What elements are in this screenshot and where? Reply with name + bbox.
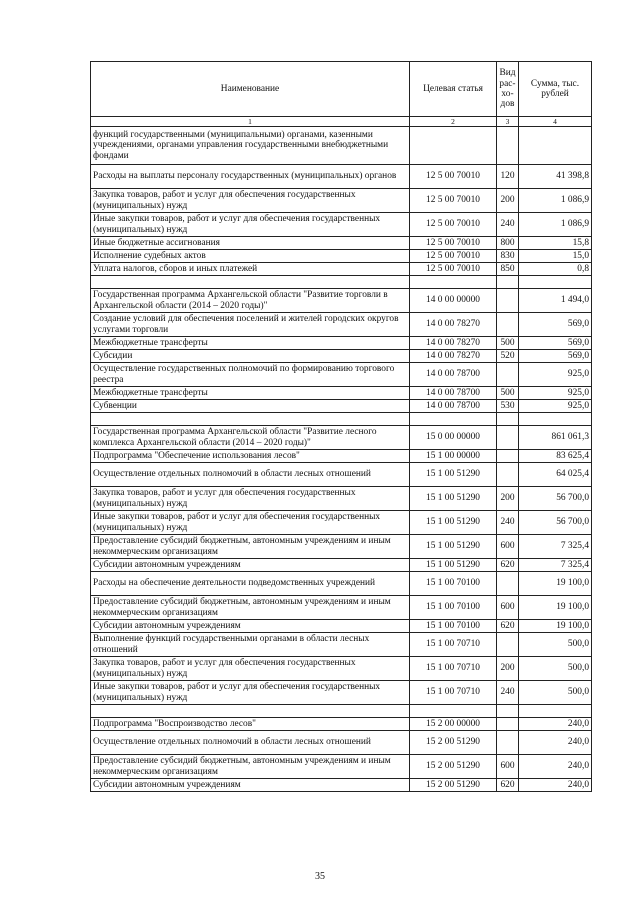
- sum-cell: 7 325,4: [519, 535, 592, 559]
- sum-cell: 41 398,8: [519, 165, 592, 189]
- table-row: [91, 450, 592, 463]
- table-row: [91, 559, 592, 572]
- sum-cell: 925,0: [519, 387, 592, 400]
- target-code-cell: 15 1 00 70100: [410, 572, 497, 596]
- expense-type-cell: [497, 572, 519, 596]
- expense-type-cell: [497, 363, 519, 387]
- spacer-cell: [497, 413, 519, 426]
- spacer-cell: [410, 705, 497, 718]
- name-cell: Субсидии автономным учреждениям: [91, 559, 410, 572]
- spacer-cell: [519, 705, 592, 718]
- expense-type-cell: 240: [497, 681, 519, 705]
- table-row: [91, 755, 592, 779]
- sum-cell: 569,0: [519, 313, 592, 337]
- target-code-cell: 15 2 00 51290: [410, 755, 497, 779]
- column-number: 1: [91, 117, 410, 127]
- name-cell: Иные бюджетные ассигнования: [91, 237, 410, 250]
- table-row: [91, 313, 592, 337]
- name-cell: функций государственными (муниципальными) органами, казенными учреждениями, органами управления государственными внебюджетными фондами: [91, 127, 410, 165]
- expense-type-cell: 200: [497, 487, 519, 511]
- name-cell: Государственная программа Архангельской области "Развитие лесного комплекса Архангельской области (2014 – 2020 годы)": [91, 426, 410, 450]
- sum-cell: 240,0: [519, 718, 592, 731]
- table-row: [91, 237, 592, 250]
- target-code-cell: 12 5 00 70010: [410, 263, 497, 276]
- target-code-cell: 12 5 00 70010: [410, 213, 497, 237]
- sum-cell: 500,0: [519, 657, 592, 681]
- name-cell: Закупка товаров, работ и услуг для обеспечения государственных (муниципальных) нужд: [91, 657, 410, 681]
- spacer-cell: [497, 705, 519, 718]
- sum-cell: 19 100,0: [519, 596, 592, 620]
- expense-type-cell: 600: [497, 596, 519, 620]
- sum-cell: 1 086,9: [519, 213, 592, 237]
- name-cell: Иные закупки товаров, работ и услуг для обеспечения государственных (муниципальных) нужд: [91, 213, 410, 237]
- spacer-row: [91, 276, 592, 289]
- table-row: [91, 213, 592, 237]
- expense-type-cell: [497, 127, 519, 165]
- sum-cell: 56 700,0: [519, 487, 592, 511]
- sum-cell: 925,0: [519, 363, 592, 387]
- sum-cell: 569,0: [519, 350, 592, 363]
- name-cell: Иные закупки товаров, работ и услуг для обеспечения государственных (муниципальных) нужд: [91, 511, 410, 535]
- sum-cell: 83 625,4: [519, 450, 592, 463]
- target-code-cell: 12 5 00 70010: [410, 189, 497, 213]
- spacer-cell: [497, 276, 519, 289]
- target-code-cell: 15 1 00 51290: [410, 535, 497, 559]
- table-row: [91, 535, 592, 559]
- spacer-cell: [91, 705, 410, 718]
- expense-type-cell: 800: [497, 237, 519, 250]
- spacer-cell: [410, 413, 497, 426]
- table-row: [91, 387, 592, 400]
- expense-type-cell: 240: [497, 213, 519, 237]
- table-row: [91, 289, 592, 313]
- target-code-cell: 14 0 00 78270: [410, 313, 497, 337]
- spacer-row: [91, 705, 592, 718]
- sum-cell: 56 700,0: [519, 511, 592, 535]
- expense-type-cell: [497, 313, 519, 337]
- spacer-row: [91, 413, 592, 426]
- table-row: [91, 463, 592, 487]
- table-row: [91, 633, 592, 657]
- target-code-cell: 12 5 00 70010: [410, 250, 497, 263]
- sum-cell: 240,0: [519, 779, 592, 792]
- target-code-cell: 15 1 00 51290: [410, 463, 497, 487]
- sum-cell: 925,0: [519, 400, 592, 413]
- expense-type-cell: 200: [497, 657, 519, 681]
- target-code-cell: 15 1 00 51290: [410, 559, 497, 572]
- target-code-cell: 15 1 00 51290: [410, 487, 497, 511]
- column-number: 3: [497, 117, 519, 127]
- name-cell: Субсидии автономным учреждениям: [91, 779, 410, 792]
- table-row: [91, 596, 592, 620]
- name-cell: Предоставление субсидий бюджетным, автономным учреждениям и иным некоммерческим организациям: [91, 596, 410, 620]
- target-code-cell: 15 1 00 70710: [410, 657, 497, 681]
- table-row: [91, 657, 592, 681]
- target-code-cell: 15 1 00 70100: [410, 596, 497, 620]
- expense-type-cell: 620: [497, 620, 519, 633]
- sum-cell: 19 100,0: [519, 620, 592, 633]
- sum-cell: 500,0: [519, 633, 592, 657]
- sum-cell: 240,0: [519, 755, 592, 779]
- name-cell: Субвенции: [91, 400, 410, 413]
- name-cell: Предоставление субсидий бюджетным, автономным учреждениям и иным некоммерческим организациям: [91, 535, 410, 559]
- spacer-cell: [519, 413, 592, 426]
- table-body: [91, 127, 592, 792]
- sum-cell: 7 325,4: [519, 559, 592, 572]
- sum-cell: 500,0: [519, 681, 592, 705]
- expense-type-cell: 830: [497, 250, 519, 263]
- target-code-cell: 15 1 00 70710: [410, 681, 497, 705]
- expense-type-cell: 620: [497, 779, 519, 792]
- table-row: [91, 263, 592, 276]
- expense-type-cell: [497, 450, 519, 463]
- table-row: [91, 426, 592, 450]
- expense-type-cell: [497, 289, 519, 313]
- target-code-cell: 15 1 00 00000: [410, 450, 497, 463]
- column-number: 4: [519, 117, 592, 127]
- target-code-cell: 15 2 00 51290: [410, 731, 497, 755]
- expense-type-cell: 600: [497, 535, 519, 559]
- table-row: [91, 718, 592, 731]
- expense-type-cell: 500: [497, 337, 519, 350]
- sum-cell: 569,0: [519, 337, 592, 350]
- name-cell: Расходы на выплаты персоналу государственных (муниципальных) органов: [91, 165, 410, 189]
- table-row: [91, 779, 592, 792]
- sum-cell: 15,8: [519, 237, 592, 250]
- target-code-cell: 15 2 00 00000: [410, 718, 497, 731]
- sum-cell: [519, 127, 592, 165]
- expense-type-cell: [497, 731, 519, 755]
- table-row: [91, 620, 592, 633]
- target-code-cell: 15 2 00 51290: [410, 779, 497, 792]
- budget-table: [90, 61, 592, 792]
- name-cell: Выполнение функций государственными органами в области лесных отношений: [91, 633, 410, 657]
- name-cell: Субсидии: [91, 350, 410, 363]
- sum-cell: 19 100,0: [519, 572, 592, 596]
- expense-type-cell: [497, 718, 519, 731]
- sum-cell: 1 494,0: [519, 289, 592, 313]
- name-cell: Закупка товаров, работ и услуг для обеспечения государственных (муниципальных) нужд: [91, 487, 410, 511]
- sum-cell: 64 025,4: [519, 463, 592, 487]
- table-row: [91, 350, 592, 363]
- target-code-cell: 14 0 00 78270: [410, 350, 497, 363]
- name-cell: Подпрограмма "Обеспечение использования лесов": [91, 450, 410, 463]
- target-code-cell: 15 1 00 51290: [410, 511, 497, 535]
- expense-type-cell: 240: [497, 511, 519, 535]
- expense-type-cell: 620: [497, 559, 519, 572]
- name-cell: Расходы на обеспечение деятельности подведомственных учреждений: [91, 572, 410, 596]
- name-cell: Осуществление государственных полномочий по формированию торгового реестра: [91, 363, 410, 387]
- name-cell: Межбюджетные трансферты: [91, 387, 410, 400]
- name-cell: Предоставление субсидий бюджетным, автономным учреждениям и иным некоммерческим организациям: [91, 755, 410, 779]
- header-sum: Сумма, тыс. рублей: [519, 62, 592, 117]
- name-cell: Создание условий для обеспечения поселений и жителей городских округов услугами торговли: [91, 313, 410, 337]
- expense-type-cell: 120: [497, 165, 519, 189]
- name-cell: Подпрограмма "Воспроизводство лесов": [91, 718, 410, 731]
- header-code: Целевая статья: [410, 62, 497, 117]
- expense-type-cell: [497, 463, 519, 487]
- expense-type-cell: 200: [497, 189, 519, 213]
- table-row: [91, 189, 592, 213]
- name-cell: Осуществление отдельных полномочий в области лесных отношений: [91, 731, 410, 755]
- expense-type-cell: 530: [497, 400, 519, 413]
- expense-type-cell: 500: [497, 387, 519, 400]
- target-code-cell: 14 0 00 78700: [410, 400, 497, 413]
- target-code-cell: 15 1 00 70100: [410, 620, 497, 633]
- expense-type-cell: [497, 633, 519, 657]
- sum-cell: 861 061,3: [519, 426, 592, 450]
- table-row: [91, 572, 592, 596]
- target-code-cell: 14 0 00 78700: [410, 363, 497, 387]
- table-row: [91, 165, 592, 189]
- name-cell: Закупка товаров, работ и услуг для обеспечения государственных (муниципальных) нужд: [91, 189, 410, 213]
- expense-type-cell: [497, 426, 519, 450]
- header-expense-type: Вид рас-хо-дов: [497, 62, 519, 117]
- header-row: [91, 62, 592, 117]
- target-code-cell: 12 5 00 70010: [410, 165, 497, 189]
- table-row: [91, 487, 592, 511]
- header-name: Наименование: [91, 62, 410, 117]
- target-code-cell: 15 1 00 70710: [410, 633, 497, 657]
- name-cell: Исполнение судебных актов: [91, 250, 410, 263]
- target-code-cell: 12 5 00 70010: [410, 237, 497, 250]
- spacer-cell: [91, 413, 410, 426]
- column-number-row: [91, 117, 592, 127]
- table-row: [91, 400, 592, 413]
- table-row: [91, 363, 592, 387]
- table-row: [91, 337, 592, 350]
- sum-cell: 240,0: [519, 731, 592, 755]
- sum-cell: 15,0: [519, 250, 592, 263]
- expense-type-cell: 850: [497, 263, 519, 276]
- column-number: 2: [410, 117, 497, 127]
- spacer-cell: [519, 276, 592, 289]
- name-cell: Иные закупки товаров, работ и услуг для обеспечения государственных (муниципальных) нужд: [91, 681, 410, 705]
- page-number: 35: [315, 871, 325, 882]
- spacer-cell: [410, 276, 497, 289]
- table-row: [91, 731, 592, 755]
- expense-type-cell: 520: [497, 350, 519, 363]
- target-code-cell: 14 0 00 78700: [410, 387, 497, 400]
- expense-type-cell: 600: [497, 755, 519, 779]
- name-cell: Субсидии автономным учреждениям: [91, 620, 410, 633]
- target-code-cell: 14 0 00 78270: [410, 337, 497, 350]
- name-cell: Государственная программа Архангельской области "Развитие торговли в Архангельской области (2014 – 2020 годы)": [91, 289, 410, 313]
- sum-cell: 1 086,9: [519, 189, 592, 213]
- spacer-cell: [91, 276, 410, 289]
- table-row: [91, 250, 592, 263]
- sum-cell: 0,8: [519, 263, 592, 276]
- table-header: [91, 62, 592, 127]
- target-code-cell: 15 0 00 00000: [410, 426, 497, 450]
- target-code-cell: [410, 127, 497, 165]
- table-row: [91, 511, 592, 535]
- table-row: [91, 127, 592, 165]
- name-cell: Межбюджетные трансферты: [91, 337, 410, 350]
- name-cell: Уплата налогов, сборов и иных платежей: [91, 263, 410, 276]
- table-row: [91, 681, 592, 705]
- name-cell: Осуществление отдельных полномочий в области лесных отношений: [91, 463, 410, 487]
- target-code-cell: 14 0 00 00000: [410, 289, 497, 313]
